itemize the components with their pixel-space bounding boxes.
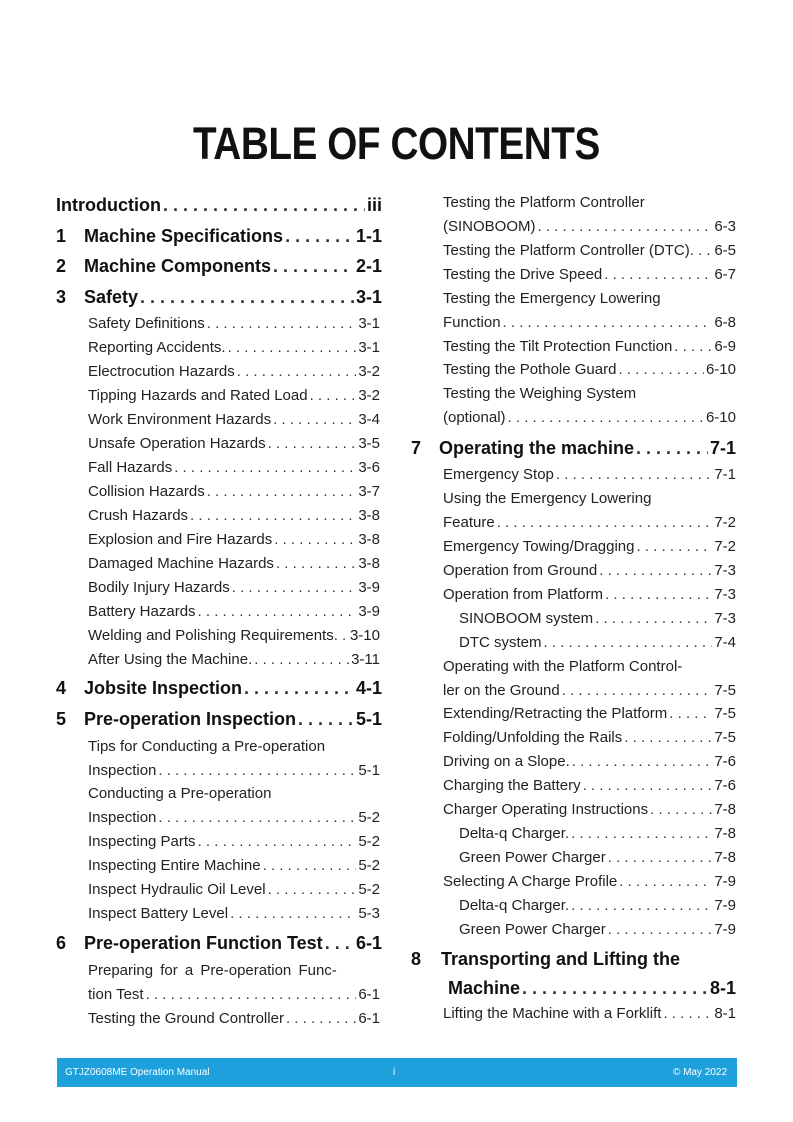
toc-entry[interactable]: Charging the Battery . . . 7-6 [443, 777, 736, 794]
toc-entry-line[interactable]: Testing the Platform Controller [443, 194, 645, 211]
toc-entry[interactable]: Folding/Unfolding the Rails . . . 7-5 [443, 729, 736, 746]
toc-entry[interactable]: Reporting Accidents. . . . 3-1 [88, 339, 380, 356]
footer-manual-title: GTJZ0608ME Operation Manual [65, 1067, 210, 1078]
toc-entry[interactable]: ler on the Ground . . . 7-5 [443, 682, 736, 699]
toc-chapter-8-line[interactable]: 8 Transporting and Lifting the [411, 949, 680, 969]
toc-entry[interactable]: Testing the Platform Controller (DTC) . . . 6-5 [443, 242, 736, 259]
toc-entry[interactable]: Electrocution Hazards . . . 3-2 [88, 363, 380, 380]
toc-entry[interactable]: Green Power Charger . . . 7-9 [459, 921, 736, 938]
toc-entry-line[interactable]: Conducting a Pre-operation [88, 785, 272, 802]
toc-entry-line[interactable]: Testing the Weighing System [443, 385, 637, 402]
toc-entry[interactable]: Bodily Injury Hazards . . . 3-9 [88, 579, 380, 596]
toc-entry[interactable]: Delta-q Charger. . . . 7-9 [459, 897, 736, 914]
toc-entry[interactable]: Inspection . . . 5-1 [88, 762, 380, 779]
toc-chapter-3[interactable]: 3 Safety . . . 3-1 [56, 287, 382, 308]
page-title: TABLE OF CONTENTS [192, 118, 600, 169]
toc-entry[interactable]: Operation from Ground . . . 7-3 [443, 562, 736, 579]
toc-chapter-6[interactable]: 6 Pre-operation Function Test . . . 6-1 [56, 933, 382, 954]
footer-page-number: i [393, 1067, 396, 1078]
toc-entry-line[interactable]: Tips for Conducting a Pre-operation [88, 738, 326, 755]
toc-entry[interactable]: Unsafe Operation Hazards . . . 3-5 [88, 435, 380, 452]
toc-entry[interactable]: Feature . . . 7-2 [443, 514, 736, 531]
toc-entry-line[interactable]: Preparing for a Pre-operation Func- [88, 962, 337, 979]
toc-chapter-5[interactable]: 5 Pre-operation Inspection . . . 5-1 [56, 709, 382, 730]
toc-chapter-8[interactable]: Machine . . . 8-1 [448, 978, 736, 999]
toc-entry[interactable]: Collision Hazards . . . 3-7 [88, 483, 380, 500]
toc-entry[interactable]: Fall Hazards . . . 3-6 [88, 459, 380, 476]
footer-copyright: © May 2022 [672, 1067, 727, 1078]
toc-entry[interactable]: DTC system . . . 7-4 [459, 634, 736, 651]
toc-entry[interactable]: Testing the Tilt Protection Function . . . 6-9 [443, 338, 736, 355]
toc-entry[interactable]: Testing the Ground Controller . . . 6-1 [88, 1010, 380, 1027]
toc-entry[interactable]: Safety Definitions . . . 3-1 [88, 315, 380, 332]
toc-entry[interactable]: Crush Hazards . . . 3-8 [88, 507, 380, 524]
toc-entry[interactable]: Driving on a Slope. . . . 7-6 [443, 753, 736, 770]
toc-entry[interactable]: tion Test . . . 6-1 [88, 986, 380, 1003]
toc-entry-line[interactable]: Operating with the Platform Control- [443, 658, 683, 675]
toc-entry[interactable]: Damaged Machine Hazards . . . 3-8 [88, 555, 380, 572]
toc-entry[interactable]: Operation from Platform . . . 7-3 [443, 586, 736, 603]
toc-entry[interactable]: Inspect Battery Level . . . 5-3 [88, 905, 380, 922]
page-footer [57, 1058, 737, 1087]
toc-entry[interactable]: Selecting A Charge Profile . . . 7-9 [443, 873, 736, 890]
toc-entry[interactable]: Delta-q Charger. . . . 7-8 [459, 825, 736, 842]
toc-entry[interactable]: SINOBOOM system . . . 7-3 [459, 610, 736, 627]
toc-entry[interactable]: Inspecting Entire Machine . . . 5-2 [88, 857, 380, 874]
toc-entry[interactable]: Inspection . . . 5-2 [88, 809, 380, 826]
toc-entry[interactable]: Welding and Polishing Requirements . . . 3-10 [88, 627, 380, 644]
toc-entry[interactable]: Function . . . 6-8 [443, 314, 736, 331]
toc-entry[interactable]: Extending/Retracting the Platform . . . 7-5 [443, 705, 736, 722]
toc-entry[interactable]: Inspecting Parts . . . 5-2 [88, 833, 380, 850]
toc-entry[interactable]: (optional) . . . 6-10 [443, 409, 736, 426]
toc-entry[interactable]: Testing the Pothole Guard . . . 6-10 [443, 361, 736, 378]
toc-chapter-1[interactable]: 1 Machine Specifications . . . 1-1 [56, 226, 382, 247]
toc-entry[interactable]: (SINOBOOM) . . . 6-3 [443, 218, 736, 235]
toc-entry[interactable]: Lifting the Machine with a Forklift . . . 8-1 [443, 1005, 736, 1022]
toc-entry[interactable]: Battery Hazards . . . 3-9 [88, 603, 380, 620]
toc-entry[interactable]: Green Power Charger . . . 7-8 [459, 849, 736, 866]
toc-entry-line[interactable]: Testing the Emergency Lowering [443, 290, 661, 307]
toc-entry[interactable]: Charger Operating Instructions . . . 7-8 [443, 801, 736, 818]
toc-entry[interactable]: Emergency Stop . . . 7-1 [443, 466, 736, 483]
toc-entry[interactable]: Tipping Hazards and Rated Load . . . 3-2 [88, 387, 380, 404]
toc-entry[interactable]: Testing the Drive Speed . . . 6-7 [443, 266, 736, 283]
toc-entry[interactable]: After Using the Machine. . . . 3-11 [88, 651, 380, 668]
toc-chapter-2[interactable]: 2 Machine Components . . . 2-1 [56, 256, 382, 277]
toc-entry[interactable]: Inspect Hydraulic Oil Level . . . 5-2 [88, 881, 380, 898]
toc-entry[interactable]: Work Environment Hazards . . . 3-4 [88, 411, 380, 428]
toc-entry[interactable]: Emergency Towing/Dragging . . . 7-2 [443, 538, 736, 555]
toc-chapter-7[interactable]: 7 Operating the machine . . . 7-1 [411, 438, 736, 459]
toc-entry[interactable]: Explosion and Fire Hazards . . . 3-8 [88, 531, 380, 548]
toc-entry-introduction[interactable]: Introduction . . . iii [56, 195, 382, 216]
toc-chapter-4[interactable]: 4 Jobsite Inspection . . . 4-1 [56, 678, 382, 699]
toc-entry-line[interactable]: Using the Emergency Lowering [443, 490, 652, 507]
